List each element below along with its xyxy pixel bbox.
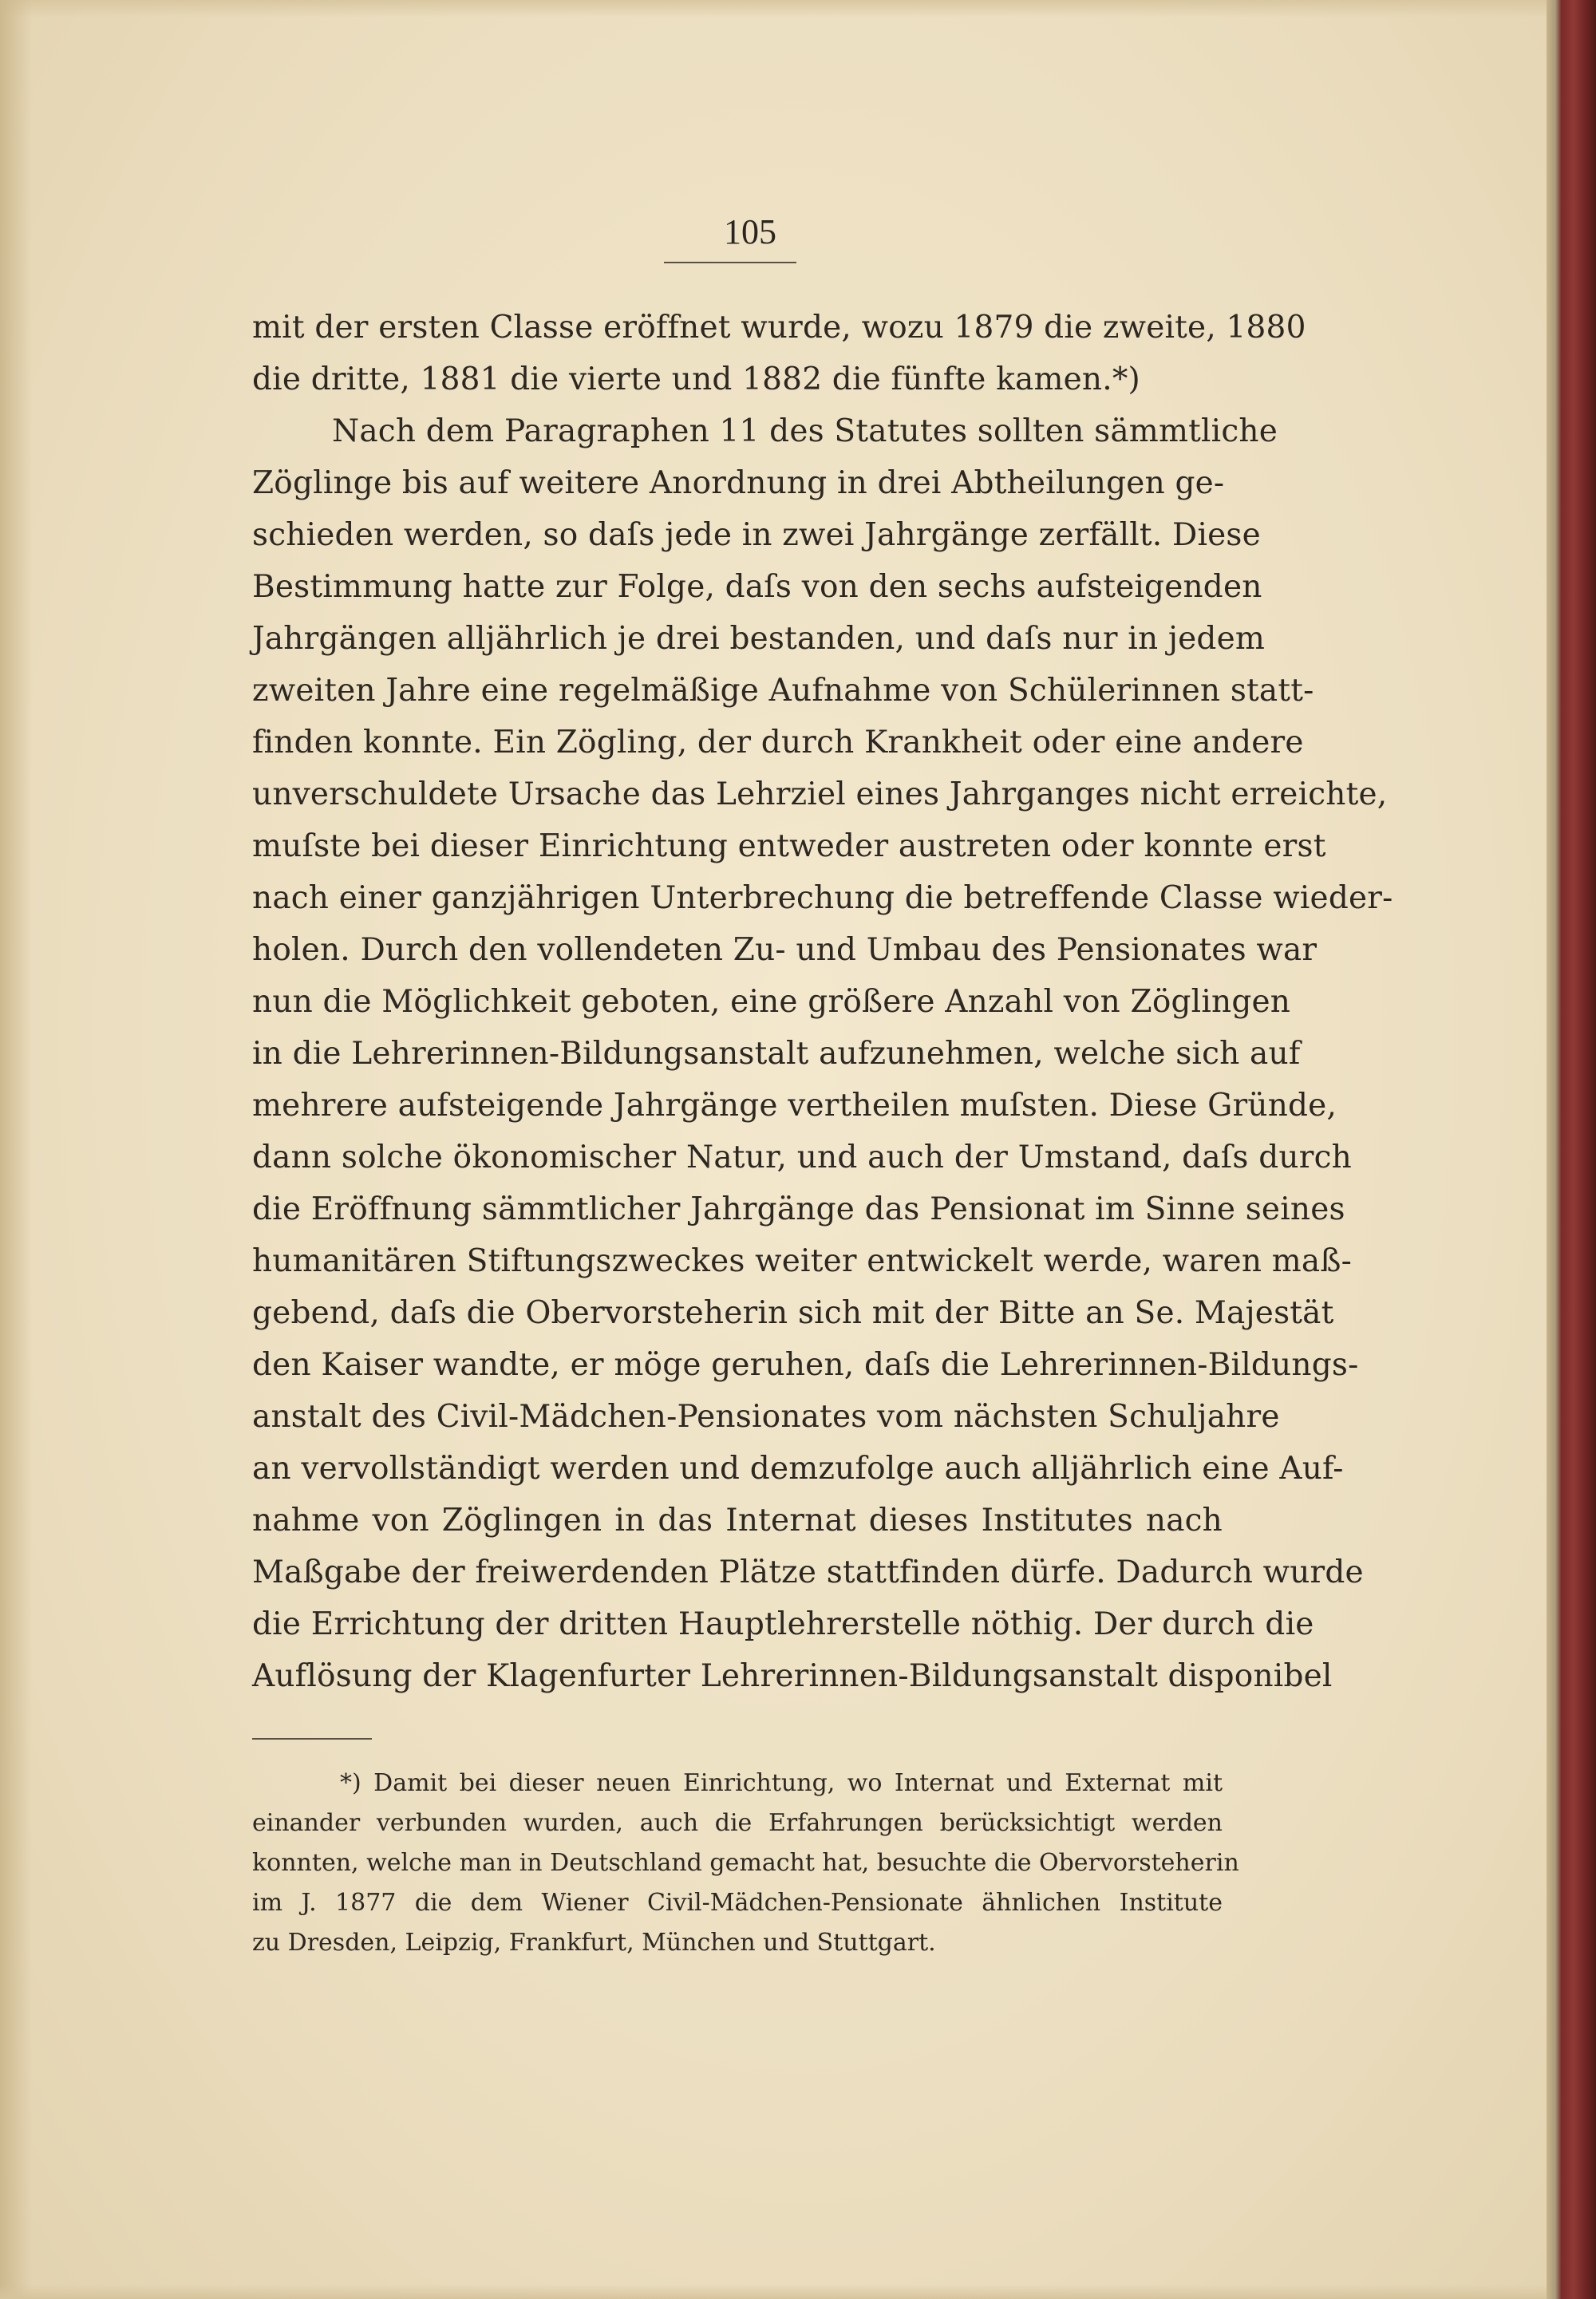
book-spine xyxy=(1547,0,1596,2299)
text-line: nahme von Zöglingen in das Internat dieses Institutes nach xyxy=(252,1503,1223,1539)
text-line: schieden werden, so daſs jede in zwei Jahrgänge zerfällt. Diese xyxy=(252,517,1261,553)
footnote-line: *) Damit bei dieser neuen Einrichtung, wo Internat und Externat mit xyxy=(340,1769,1223,1797)
footnote-line: konnten, welche man in Deutschland gemacht hat, besuchte die Obervorsteherin xyxy=(252,1849,1239,1877)
text-line: dann solche ökonomischer Natur, und auch der Umstand, daſs durch xyxy=(252,1140,1352,1175)
text-line: Jahrgängen alljährlich je drei bestanden, und daſs nur in jedem xyxy=(252,621,1266,657)
text-line: Bestimmung hatte zur Folge, daſs von den sechs aufsteigenden xyxy=(252,569,1262,605)
text-line: in die Lehrerinnen-Bildungsanstalt aufzunehmen, welche sich auf xyxy=(252,1036,1301,1072)
text-line: Auflösung der Klagenfurter Lehrerinnen-Bildungsanstalt disponibel xyxy=(252,1658,1333,1694)
text-line: an vervollständigt werden und demzufolge auch alljährlich eine Auf- xyxy=(252,1451,1344,1487)
footnote-line: im J. 1877 die dem Wiener Civil-Mädchen-Pensionate ähnlichen Institute xyxy=(252,1889,1223,1917)
page-edge-left xyxy=(0,0,32,2299)
text-line: den Kaiser wandte, er möge geruhen, daſs die Lehrerinnen-Bildungs- xyxy=(252,1347,1359,1383)
text-line: finden konnte. Ein Zögling, der durch Krankheit oder eine andere xyxy=(252,725,1304,760)
text-line: zweiten Jahre eine regelmäßige Aufnahme von Schülerinnen statt- xyxy=(252,673,1314,709)
text-line: unverschuldete Ursache das Lehrziel eines Jahrganges nicht erreichte, xyxy=(252,776,1388,812)
text-line: Maßgabe der freiwerdenden Plätze stattfinden dürfe. Dadurch wurde xyxy=(252,1554,1364,1590)
text-line: muſste bei dieser Einrichtung entweder austreten oder konnte erst xyxy=(252,828,1326,864)
text-line: die Eröffnung sämmtlicher Jahrgänge das Pensionat im Sinne seines xyxy=(252,1191,1345,1227)
text-line: humanitären Stiftungszweckes weiter entwickelt werde, waren maß- xyxy=(252,1243,1353,1279)
text-line: die Errichtung der dritten Hauptlehrerstelle nöthig. Der durch die xyxy=(252,1606,1314,1642)
footnote-line: einander verbunden wurden, auch die Erfahrungen berücksichtigt werden xyxy=(252,1809,1223,1837)
body-text xyxy=(252,302,1393,1702)
page-number: 105 xyxy=(724,212,776,251)
footnote-line: zu Dresden, Leipzig, Frankfurt, München und Stuttgart. xyxy=(252,1929,936,1957)
text-line: nun die Möglichkeit geboten, eine größere Anzahl von Zöglingen xyxy=(252,984,1291,1020)
text-line: Nach dem Paragraphen 11 des Statutes sollten sämmtliche xyxy=(332,413,1278,449)
text-line: anstalt des Civil-Mädchen-Pensionates vom nächsten Schuljahre xyxy=(252,1399,1280,1435)
text-line: die dritte, 1881 die vierte und 1882 die fünfte kamen.*) xyxy=(252,361,1140,397)
text-line: Zöglinge bis auf weitere Anordnung in drei Abtheilungen ge- xyxy=(252,465,1225,501)
text-line: mehrere aufsteigende Jahrgänge vertheilen muſsten. Diese Gründe, xyxy=(252,1088,1337,1124)
page-edge-top xyxy=(0,0,1548,18)
text-line: gebend, daſs die Obervorsteherin sich mit der Bitte an Se. Majestät xyxy=(252,1295,1334,1331)
text-line: mit der ersten Classe eröffnet wurde, wozu 1879 die zweite, 1880 xyxy=(252,310,1306,346)
footnote-rule xyxy=(252,1738,372,1740)
text-line: holen. Durch den vollendeten Zu- und Umbau des Pensionates war xyxy=(252,932,1317,968)
page-edge-bottom xyxy=(0,2285,1548,2299)
header-rule xyxy=(664,262,796,263)
text-line: nach einer ganzjährigen Unterbrechung die betreffende Classe wieder- xyxy=(252,880,1393,916)
footnote xyxy=(252,1764,1239,1963)
